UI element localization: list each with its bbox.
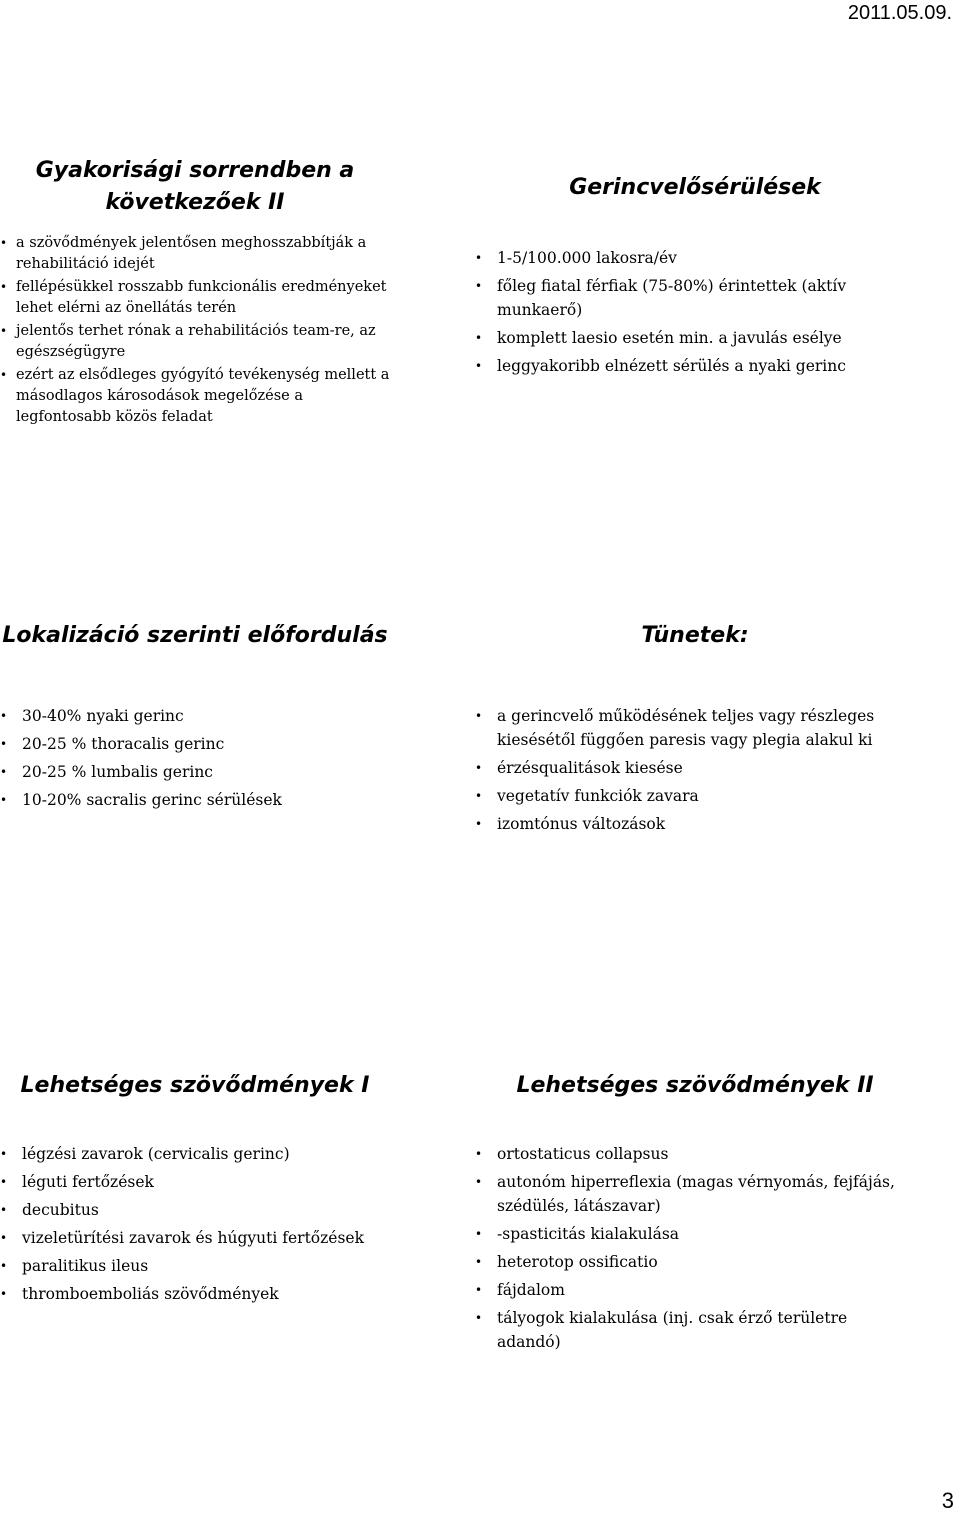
- list-item: • izomtónus változások: [475, 812, 915, 836]
- bullet-list: [0, 233, 390, 428]
- slide-symptoms: [475, 620, 915, 840]
- list-item: • főleg fiatal férfiak (75-80%) érintettek (aktív munkaerő): [475, 274, 915, 322]
- list-item: • 10-20% sacralis gerinc sérülések: [0, 788, 390, 812]
- list-item: • 1-5/100.000 lakosra/év: [475, 246, 915, 270]
- bullet-list: [475, 1142, 915, 1354]
- list-item: • ortostaticus collapsus: [475, 1142, 915, 1166]
- slide-title: Gyakorisági sorrendben a következőek II: [35, 158, 355, 215]
- slide-complications-1: [0, 1070, 390, 1310]
- list-item: • autonóm hiperreflexia (magas vérnyomás, fejfájás, szédülés, látászavar): [475, 1170, 915, 1218]
- list-item: • leggyakoribb elnézett sérülés a nyaki gerinc: [475, 354, 915, 378]
- list-item: • légzési zavarok (cervicalis gerinc): [0, 1142, 390, 1166]
- list-item: • vizeletürítési zavarok és húgyuti fertőzések: [0, 1226, 390, 1250]
- list-item: • heterotop ossificatio: [475, 1250, 915, 1274]
- list-item: • a gerincvelő működésének teljes vagy részleges kiesésétől függően paresis vagy plegia alakul ki: [475, 704, 915, 752]
- slide-title: Lehetséges szövődmények II: [516, 1073, 874, 1098]
- slide-frequency-order: [0, 155, 390, 430]
- bullet-list: [0, 1142, 390, 1306]
- slide-localization: [0, 620, 390, 816]
- list-item: • decubitus: [0, 1198, 390, 1222]
- page-number: 3: [941, 1488, 954, 1513]
- list-item: • a szövődmények jelentősen meghosszabbítják a rehabilitáció idejét: [0, 233, 390, 275]
- list-item: • vegetatív funkciók zavara: [475, 784, 915, 808]
- bullet-list: [475, 704, 915, 836]
- list-item: • fájdalom: [475, 1278, 915, 1302]
- slide-spinal-cord-injuries: [475, 172, 915, 382]
- list-item: • 30-40% nyaki gerinc: [0, 704, 390, 728]
- list-item: • tályogok kialakulása (inj. csak érző területre adandó): [475, 1306, 915, 1354]
- list-item: • jelentős terhet rónak a rehabilitációs team-re, az egészségügyre: [0, 321, 390, 363]
- list-item: • 20-25 % thoracalis gerinc: [0, 732, 390, 756]
- list-item: • 20-25 % lumbalis gerinc: [0, 760, 390, 784]
- bullet-list: [475, 246, 915, 378]
- list-item: • fellépésükkel rosszabb funkcionális eredményeket lehet elérni az önellátás terén: [0, 277, 390, 319]
- slide-title: Tünetek:: [641, 623, 749, 648]
- date-header: 2011.05.09.: [847, 2, 952, 24]
- list-item: • komplett laesio esetén min. a javulás esélye: [475, 326, 915, 350]
- slide-title: Gerincvelősérülések: [569, 175, 821, 200]
- slide-complications-2: [475, 1070, 915, 1358]
- list-item: • ezért az elsődleges gyógyító tevékenység mellett a másodlagos károsodások megelőzése a legfontosabb közös feladat: [0, 365, 390, 428]
- list-item: • thromboemboliás szövődmények: [0, 1282, 390, 1306]
- list-item: • érzésqualitások kiesése: [475, 756, 915, 780]
- list-item: • léguti fertőzések: [0, 1170, 390, 1194]
- list-item: • paralitikus ileus: [0, 1254, 390, 1278]
- slide-title: Lokalizáció szerinti előfordulás: [2, 623, 388, 648]
- slide-title: Lehetséges szövődmények I: [20, 1073, 370, 1098]
- list-item: • -spasticitás kialakulása: [475, 1222, 915, 1246]
- bullet-list: [0, 704, 390, 812]
